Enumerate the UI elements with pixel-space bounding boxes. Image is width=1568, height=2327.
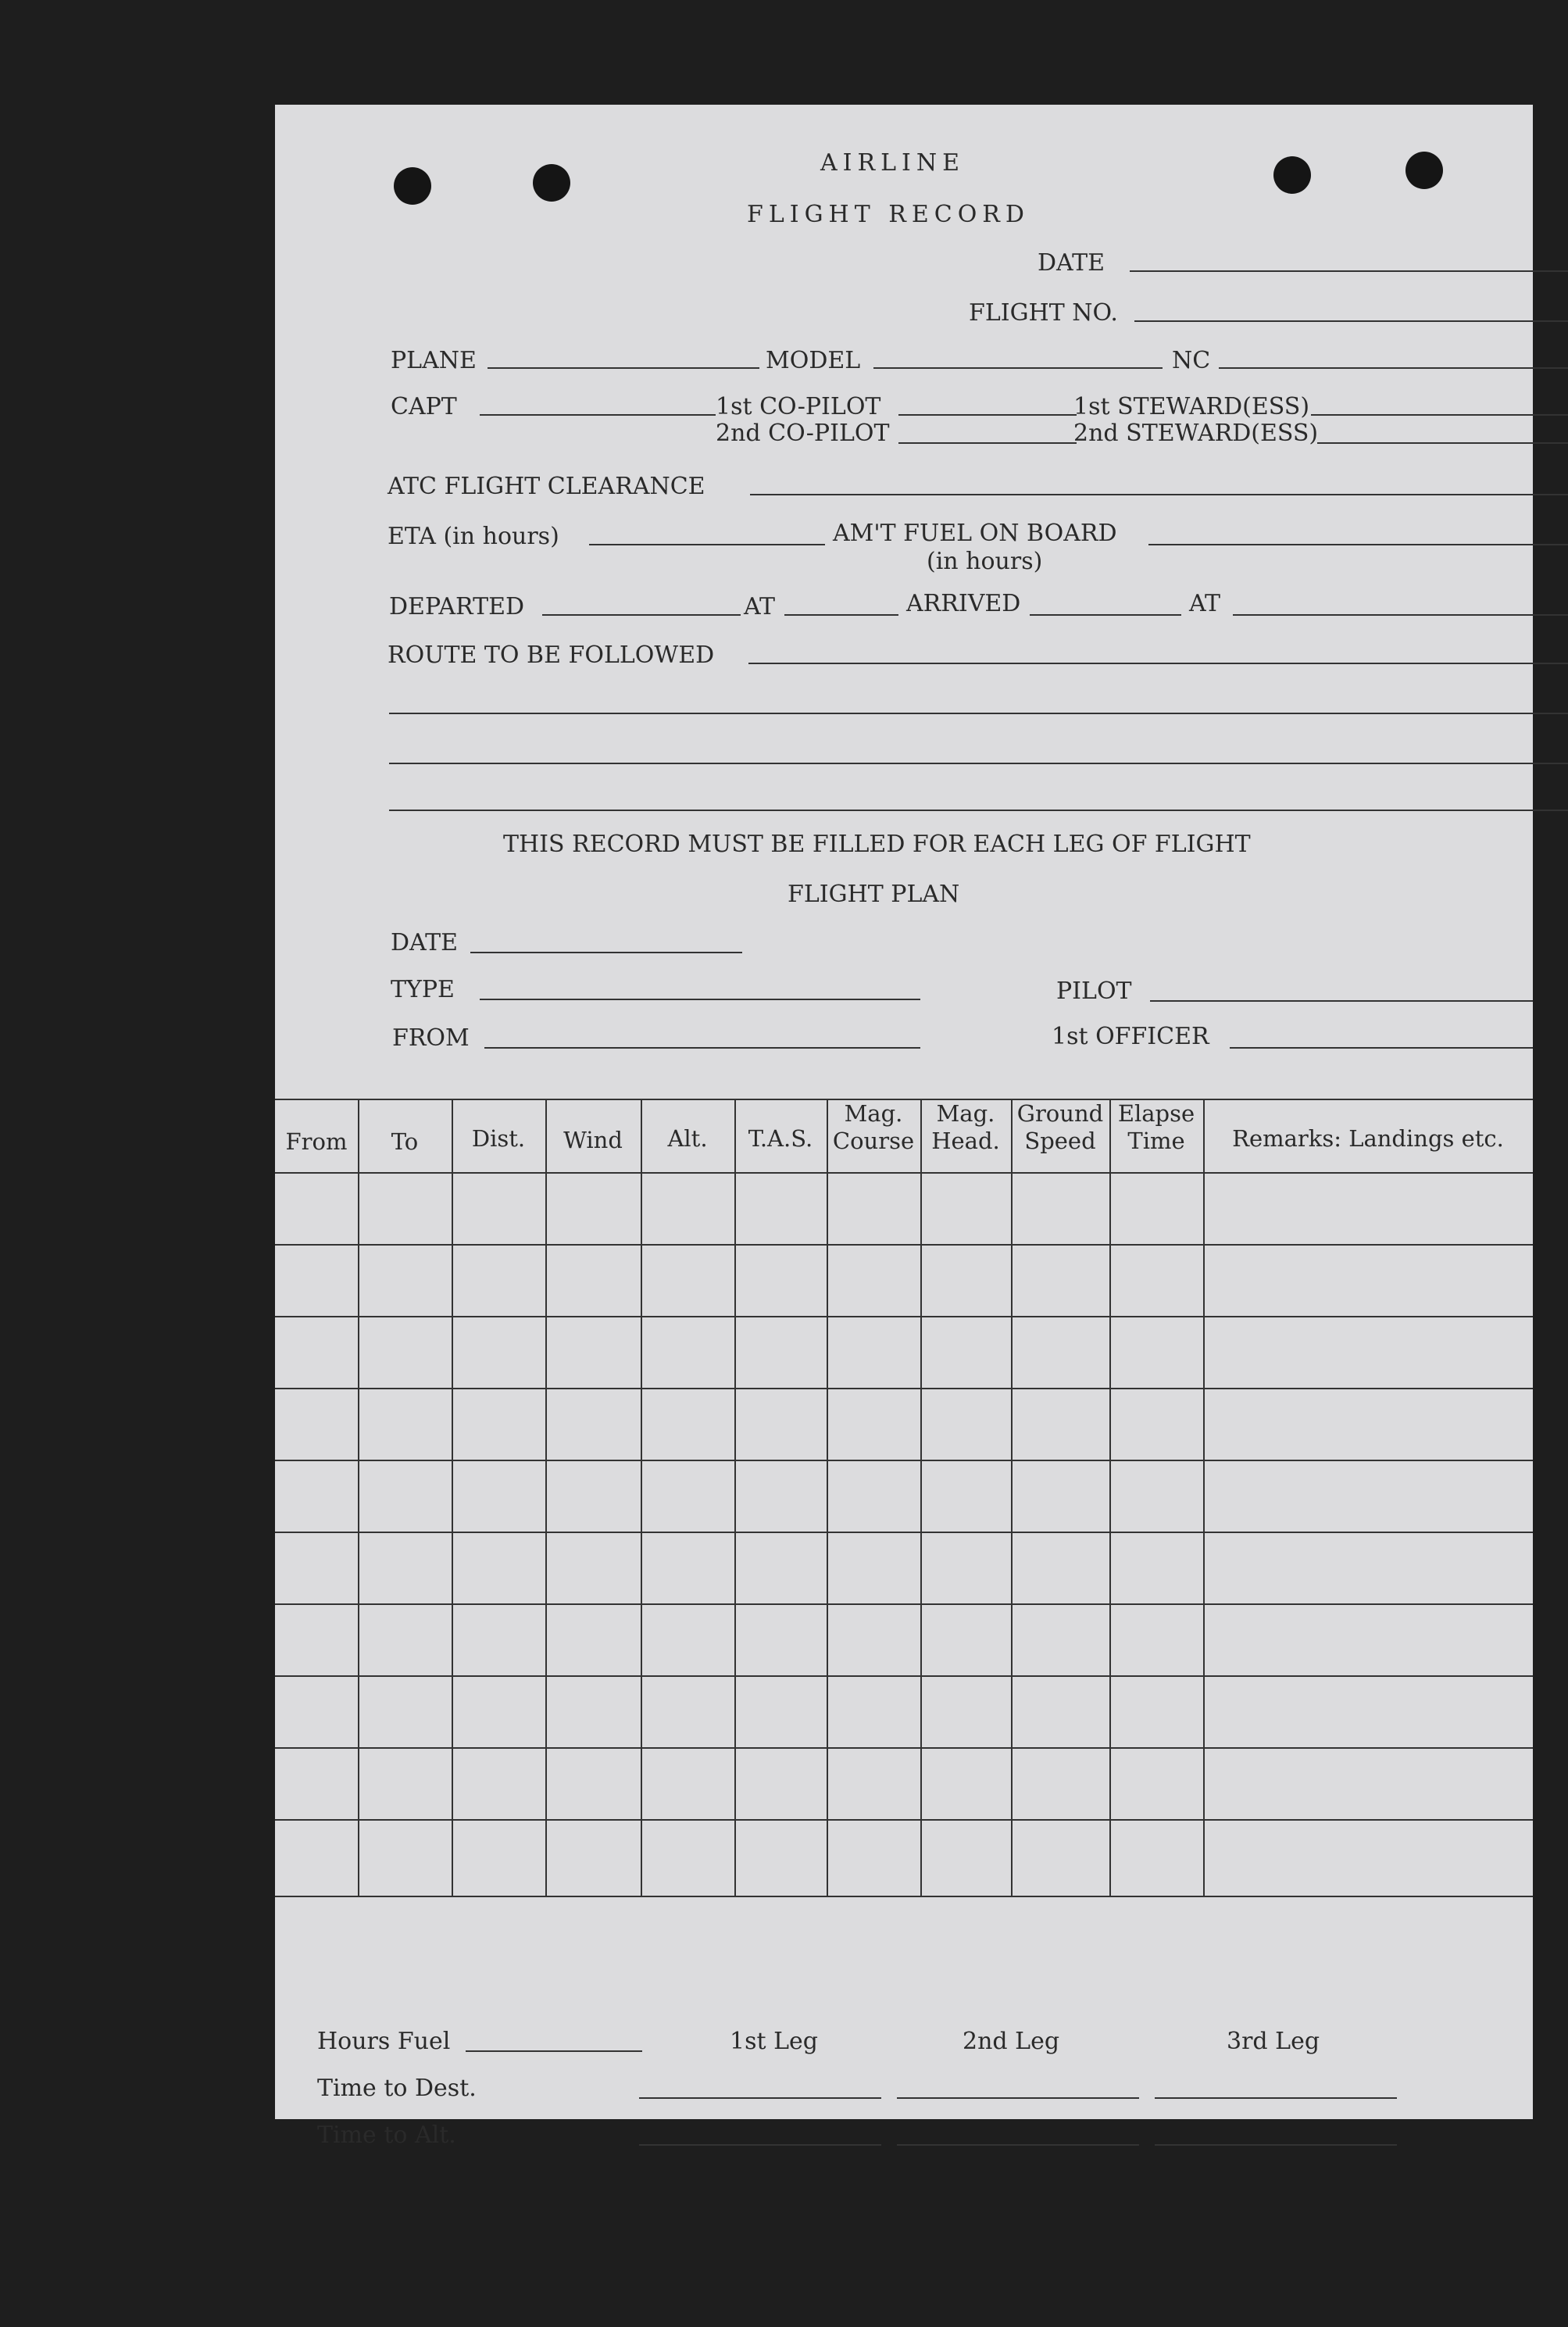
- departed-label: DEPARTED: [389, 593, 525, 620]
- hours-fuel-field[interactable]: [466, 2050, 642, 2052]
- table-rule: [275, 1819, 1533, 1821]
- fuel-label: AM'T FUEL ON BOARD: [833, 520, 1117, 547]
- leg-2-label: 2nd Leg: [963, 2028, 1060, 2055]
- table-column-rule: [1011, 1099, 1013, 1897]
- fuel-sub-label: (in hours): [927, 548, 1043, 575]
- column-header-mag-course: Mag. Course: [832, 1100, 915, 1154]
- steward-2-field[interactable]: [1317, 442, 1568, 444]
- table-rule: [275, 1675, 1533, 1677]
- plane-label: PLANE: [391, 347, 477, 374]
- leg-3-label: 3rd Leg: [1227, 2028, 1320, 2055]
- plan-pilot-field[interactable]: [1150, 1000, 1533, 1002]
- column-header-remarks: Remarks: Landings etc.: [1232, 1125, 1504, 1152]
- plan-pilot-label: PILOT: [1056, 978, 1132, 1005]
- co-pilot-1-field[interactable]: [898, 414, 1077, 416]
- time-to-dest-label: Time to Dest.: [317, 2075, 477, 2102]
- table-rule: [275, 1532, 1533, 1533]
- time-to-dest-leg-1-field[interactable]: [639, 2097, 881, 2099]
- plan-officer-field[interactable]: [1230, 1047, 1533, 1049]
- date-field[interactable]: [1130, 270, 1568, 272]
- date-label: DATE: [1038, 249, 1105, 277]
- hours-fuel-label: Hours Fuel: [317, 2028, 451, 2055]
- plan-from-label: FROM: [392, 1024, 470, 1052]
- arrived-at-label: AT: [1189, 590, 1221, 617]
- punch-hole: [533, 164, 570, 202]
- punch-hole: [1405, 152, 1443, 189]
- table-rule: [275, 1172, 1533, 1174]
- capt-label: CAPT: [391, 393, 457, 420]
- column-header-elapse-time: Elapse Time: [1117, 1100, 1195, 1154]
- plan-date-field[interactable]: [470, 952, 742, 953]
- flight-plan-title: FLIGHT PLAN: [788, 881, 960, 908]
- column-header-tas: T.A.S.: [748, 1125, 813, 1152]
- co-pilot-2-field[interactable]: [898, 442, 1077, 444]
- eta-label: ETA (in hours): [388, 523, 559, 550]
- flight-no-field[interactable]: [1134, 320, 1568, 322]
- departed-at-label: AT: [744, 593, 776, 620]
- time-to-alt-leg-1-field[interactable]: [639, 2144, 881, 2146]
- arrived-label: ARRIVED: [906, 590, 1021, 617]
- co-pilot-1-label: 1st CO-PILOT: [716, 393, 881, 420]
- table-column-rule: [1109, 1099, 1111, 1897]
- column-header-to: To: [391, 1128, 419, 1155]
- time-to-alt-leg-2-field[interactable]: [897, 2144, 1139, 2146]
- arrived-at-field[interactable]: [1233, 614, 1568, 616]
- time-to-dest-leg-3-field[interactable]: [1155, 2097, 1397, 2099]
- nc-label: NC: [1172, 347, 1211, 374]
- steward-2-label: 2nd STEWARD(ESS): [1073, 420, 1319, 447]
- form-title: FLIGHT RECORD: [747, 201, 1030, 228]
- time-to-alt-leg-3-field[interactable]: [1155, 2144, 1397, 2146]
- table-column-rule: [358, 1099, 359, 1897]
- departed-at-field[interactable]: [784, 614, 898, 616]
- plan-type-label: TYPE: [391, 976, 455, 1003]
- airline-heading: AIRLINE: [820, 149, 966, 177]
- route-field[interactable]: [748, 663, 1568, 664]
- column-header-dist: Dist.: [471, 1125, 526, 1152]
- route-line[interactable]: [389, 763, 1568, 764]
- route-label: ROUTE TO BE FOLLOWED: [388, 642, 715, 669]
- column-header-alt: Alt.: [667, 1125, 708, 1152]
- punch-hole: [394, 167, 431, 205]
- plane-field[interactable]: [488, 367, 759, 369]
- table-column-rule: [1203, 1099, 1205, 1897]
- time-to-dest-leg-2-field[interactable]: [897, 2097, 1139, 2099]
- co-pilot-2-label: 2nd CO-PILOT: [716, 420, 890, 447]
- model-label: MODEL: [766, 347, 861, 374]
- steward-1-field[interactable]: [1311, 414, 1568, 416]
- steward-1-label: 1st STEWARD(ESS): [1073, 393, 1310, 420]
- column-header-from: From: [285, 1128, 348, 1155]
- arrived-field[interactable]: [1030, 614, 1181, 616]
- plan-officer-label: 1st OFFICER: [1052, 1023, 1209, 1050]
- model-field[interactable]: [873, 367, 1163, 369]
- plan-from-field[interactable]: [484, 1047, 920, 1049]
- column-header-mag-head: Mag. Head.: [931, 1100, 1000, 1154]
- column-header-ground-speed: Ground Speed: [1016, 1100, 1104, 1154]
- time-to-alt-label: Time to Alt.: [317, 2121, 456, 2149]
- table-rule: [275, 1896, 1533, 1897]
- table-rule: [275, 1316, 1533, 1317]
- table-rule: [275, 1388, 1533, 1389]
- capt-field[interactable]: [480, 414, 716, 416]
- fuel-field[interactable]: [1148, 544, 1568, 545]
- plan-type-field[interactable]: [480, 999, 920, 1000]
- table-column-rule: [734, 1099, 736, 1897]
- route-line[interactable]: [389, 713, 1568, 714]
- plan-date-label: DATE: [391, 929, 458, 956]
- table-column-rule: [641, 1099, 642, 1897]
- table-column-rule: [452, 1099, 453, 1897]
- leg-1-label: 1st Leg: [730, 2028, 818, 2055]
- eta-field[interactable]: [589, 544, 825, 545]
- atc-label: ATC FLIGHT CLEARANCE: [388, 473, 705, 500]
- table-rule: [275, 1603, 1533, 1605]
- route-line[interactable]: [389, 810, 1568, 811]
- table-column-rule: [920, 1099, 922, 1897]
- table-column-rule: [827, 1099, 828, 1897]
- nc-field[interactable]: [1219, 367, 1568, 369]
- notice-text: THIS RECORD MUST BE FILLED FOR EACH LEG OF FLIGHT: [503, 831, 1251, 858]
- table-rule: [275, 1244, 1533, 1246]
- punch-hole: [1273, 156, 1311, 194]
- departed-field[interactable]: [542, 614, 741, 616]
- table-rule: [275, 1747, 1533, 1749]
- column-header-wind: Wind: [563, 1127, 623, 1153]
- flight-record-form: [275, 105, 1533, 2149]
- flight-no-label: FLIGHT NO.: [969, 299, 1118, 327]
- table-column-rule: [545, 1099, 547, 1897]
- table-rule: [275, 1460, 1533, 1461]
- atc-field[interactable]: [750, 494, 1568, 495]
